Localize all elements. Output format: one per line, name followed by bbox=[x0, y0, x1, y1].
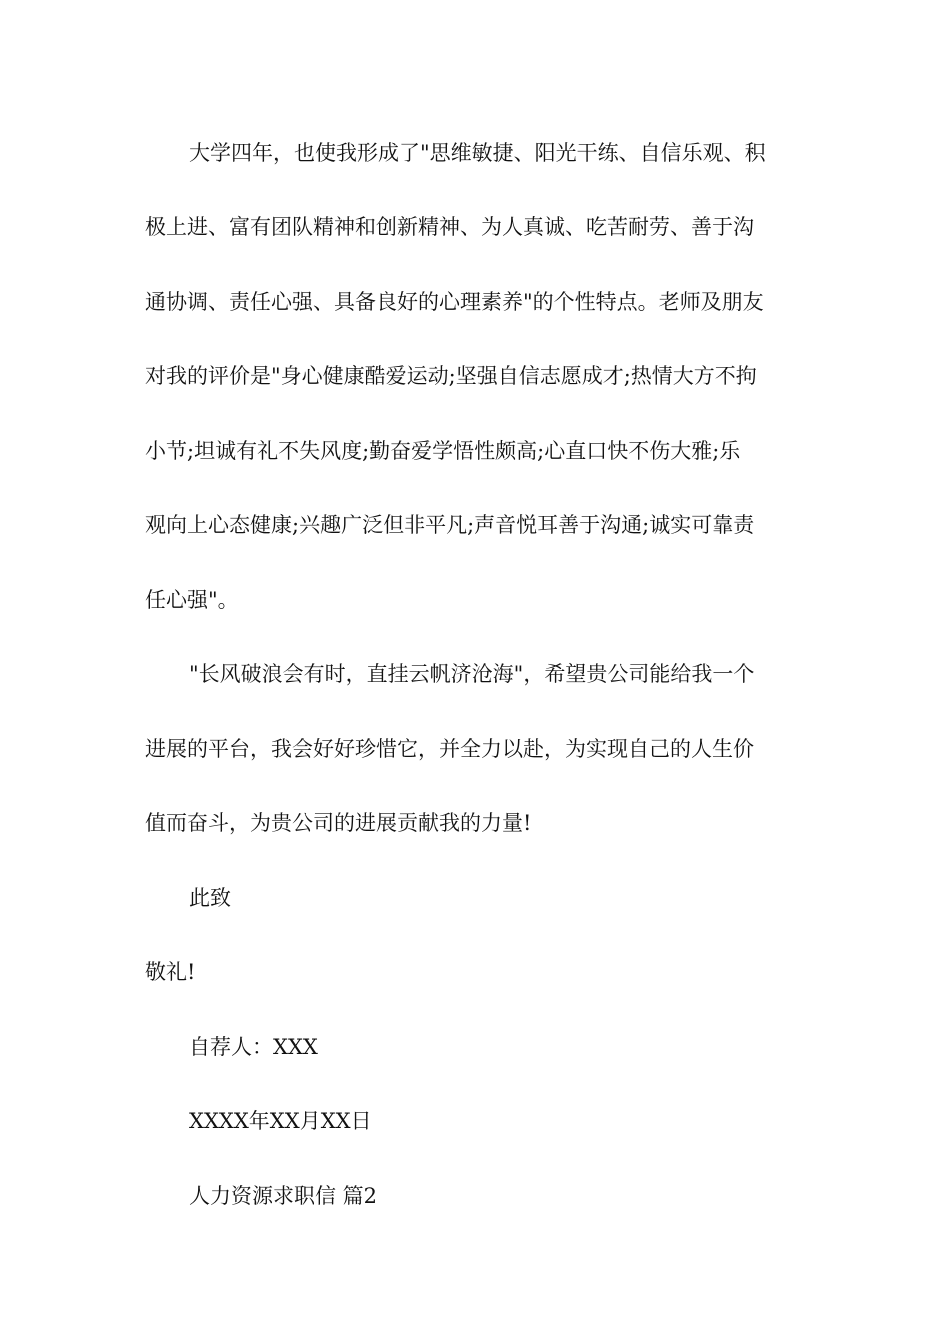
paragraph-1-line-5: 小节;坦诚有礼不失风度;勤奋爱学悟性颇高;心直口快不伤大雅;乐 bbox=[145, 439, 741, 463]
paragraph-1-line-1: 大学四年，也使我形成了"思维敏捷、阳光干练、自信乐观、积 bbox=[189, 141, 766, 165]
closing-regards: 敬礼! bbox=[145, 960, 196, 984]
signature-author: 自荐人：XXX bbox=[189, 1035, 318, 1059]
paragraph-2-line-1: "长风破浪会有时，直挂云帆济沧海"，希望贵公司能给我一个 bbox=[189, 662, 755, 686]
paragraph-2-line-3: 值而奋斗，为贵公司的进展贡献我的力量! bbox=[145, 811, 532, 835]
paragraph-2-line-2: 进展的平台，我会好好珍惜它，并全力以赴，为实现自己的人生价 bbox=[145, 737, 754, 761]
closing-salutation: 此致 bbox=[189, 886, 231, 910]
paragraph-1-line-7: 任心强"。 bbox=[145, 588, 239, 612]
paragraph-1-line-2: 极上进、富有团队精神和创新精神、为人真诚、吃苦耐劳、善于沟 bbox=[145, 215, 754, 239]
paragraph-1-line-6: 观向上心态健康;兴趣广泛但非平凡;声音悦耳善于沟通;诚实可靠责 bbox=[145, 513, 755, 537]
next-section-title: 人力资源求职信 篇2 bbox=[189, 1184, 378, 1208]
paragraph-1-line-4: 对我的评价是"身心健康酷爱运动;坚强自信志愿成才;热情大方不拘 bbox=[145, 364, 757, 388]
paragraph-1-line-3: 通协调、责任心强、具备良好的心理素养"的个性特点。老师及朋友 bbox=[145, 290, 764, 314]
signature-date: XXXX年XX月XX日 bbox=[189, 1109, 372, 1133]
